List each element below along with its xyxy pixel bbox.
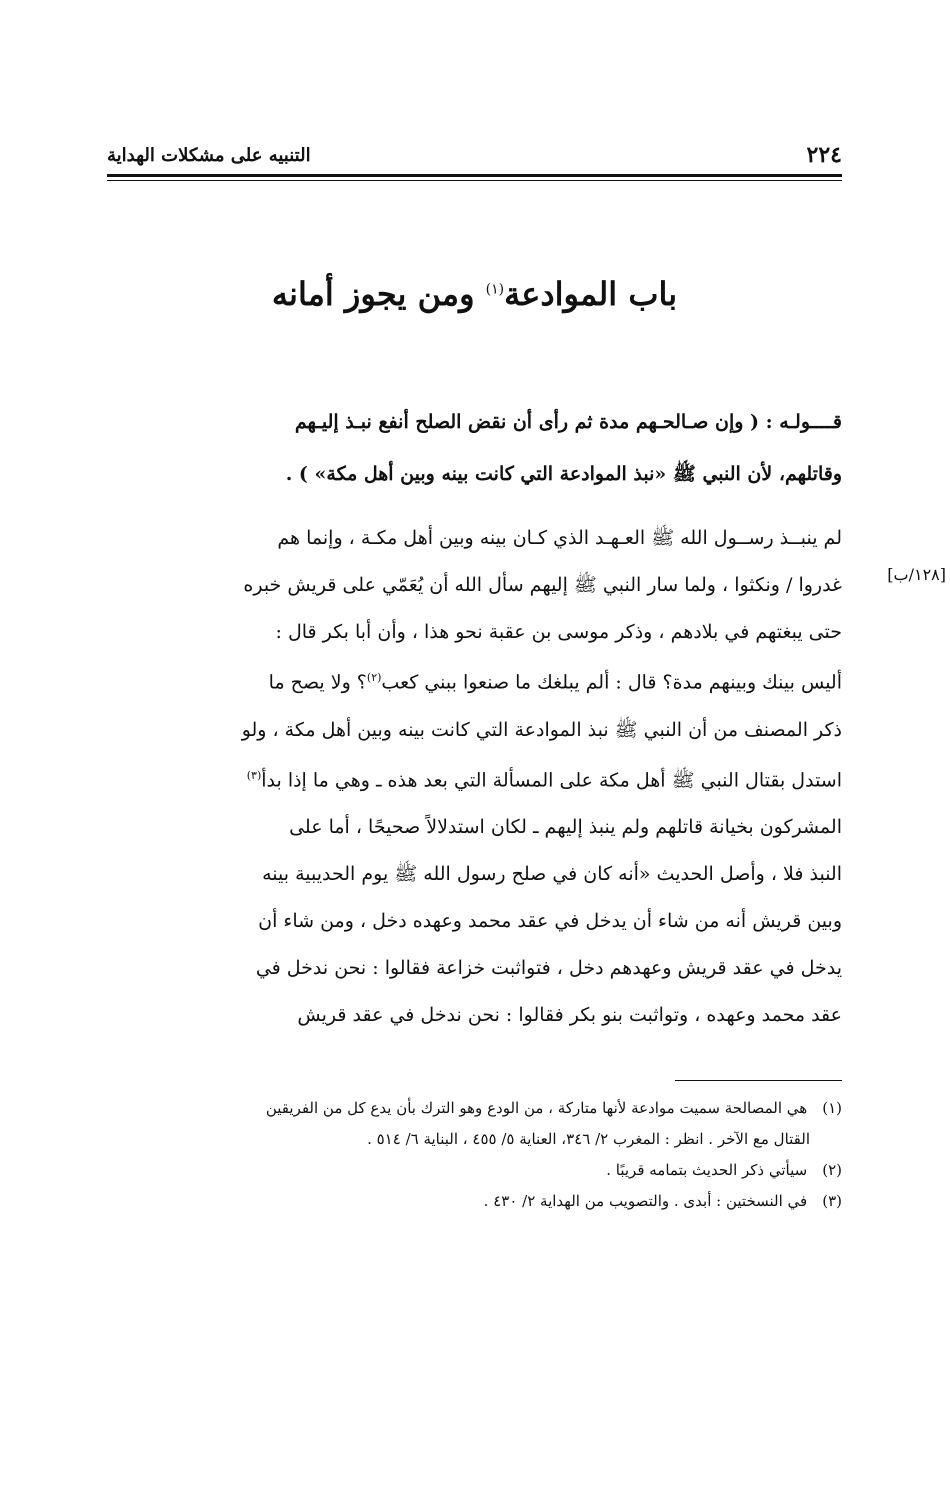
body-line: حتى يبغتهم في بلادهم ، وذكر موسى بن عقبة نحو هذا ، وأن أبا بكر قال : [275,620,842,643]
chapter-title-main: باب الموادعة [504,275,678,313]
page-number: ٢٢٤ [806,142,842,168]
body-line-part: استدل بقتال النبي ﷺ أهل مكة على المسألة التي بعد هذه ـ وهي ما إذا بدأ [261,769,842,792]
footnote-text: سيأتي ذكر الحديث بتمامه قريبًا . [606,1161,808,1179]
footnote-number: (٢) [822,1161,842,1179]
body-text [107,515,842,1038]
page-header [107,137,842,173]
header-rule-thick [107,174,842,177]
body-line-part: ؟ ولا يصح ما [268,671,367,694]
footnote-1-continued: القتال مع الآخر . انظر : المغرب ٢/ ٣٤٦، العناية ٥/ ٤٥٥ ، البناية ٦/ ٥١٤ . [367,1130,810,1148]
body-line: النبذ فلا ، وأصل الحديث «أنه كان في صلح رسول الله ﷺ يوم الحديبية بينه [262,863,842,886]
footnote-number: (١) [822,1099,842,1117]
footnote-ref: (١) [485,281,505,298]
footnote-3 [107,1186,842,1217]
body-line: لم ينبــذ رســول الله ﷺ العـهـد الذي كـان بينه وبين أهل مكـة ، وإنما هم [277,527,842,549]
quote-line: وقاتلهم، لأن النبي ﷺ «نبذ الموادعة التي كانت بينه وبين أهل مكة» ) . [285,463,842,485]
footnote-separator [675,1080,842,1081]
running-title: التنبيه على مشكلات الهداية [107,144,311,166]
footnote-ref: (٣) [246,769,262,783]
quote-line: قــــولـه : ( وإن صـالحـهم مدة ثم رأى أن نقض الصلح أنفع نبـذ إليـهم [294,411,842,433]
body-line-part: أليس بينك وبينهم مدة؟ قال : ألم يبلغك ما صنعوا ببني كعب [381,671,842,694]
body-line: يدخل في عقد قريش وعهدهم دخل ، فتواثبت خزاعة فقالوا : نحن ندخل في [255,956,842,979]
footnote-ref: (٢) [366,671,382,685]
chapter-title [107,275,842,313]
chapter-title-rest: ومن يجوز أمانه [271,275,475,313]
body-line: ذكر المصنف من أن النبي ﷺ نبذ الموادعة التي كانت بينه وبين أهل مكة ، ولو [241,718,842,741]
footnote-text: هي المصالحة سميت موادعة لأنها متاركة ، من الودع وهو الترك بأن يدع كل من الفريقين [265,1099,808,1117]
footnote-2 [107,1155,842,1186]
footnotes [107,1093,842,1217]
footnote-number: (٣) [822,1192,842,1210]
quoted-text [107,396,842,500]
body-line [107,753,842,804]
body-line: عقد محمد وعهده ، وتواثبت بنو بكر فقالوا : نحن ندخل في عقد قريش [297,1003,842,1026]
body-line: وبين قريش أنه من شاء أن يدخل في عقد محمد وعهده دخل ، ومن شاء أن [258,910,842,933]
body-line: المشركون بخيانة قاتلهم ولم ينبذ إليهم ـ لكان استدلالاً صحيحًا ، أما على [289,816,842,839]
footnote-text: في النسختين : أبدى . والتصويب من الهداية ٢/ ٤٣٠ . [483,1192,808,1210]
body-line [107,655,842,706]
body-line: غدروا / ونكثوا ، ولما سار النبي ﷺ إليهم سأل الله أن يُعَمّي على قريش خبره [243,573,842,596]
footnote-1 [107,1093,842,1124]
header-rule-thin [107,180,842,181]
manuscript-folio-note: [١٢٨/ب] [887,565,946,584]
